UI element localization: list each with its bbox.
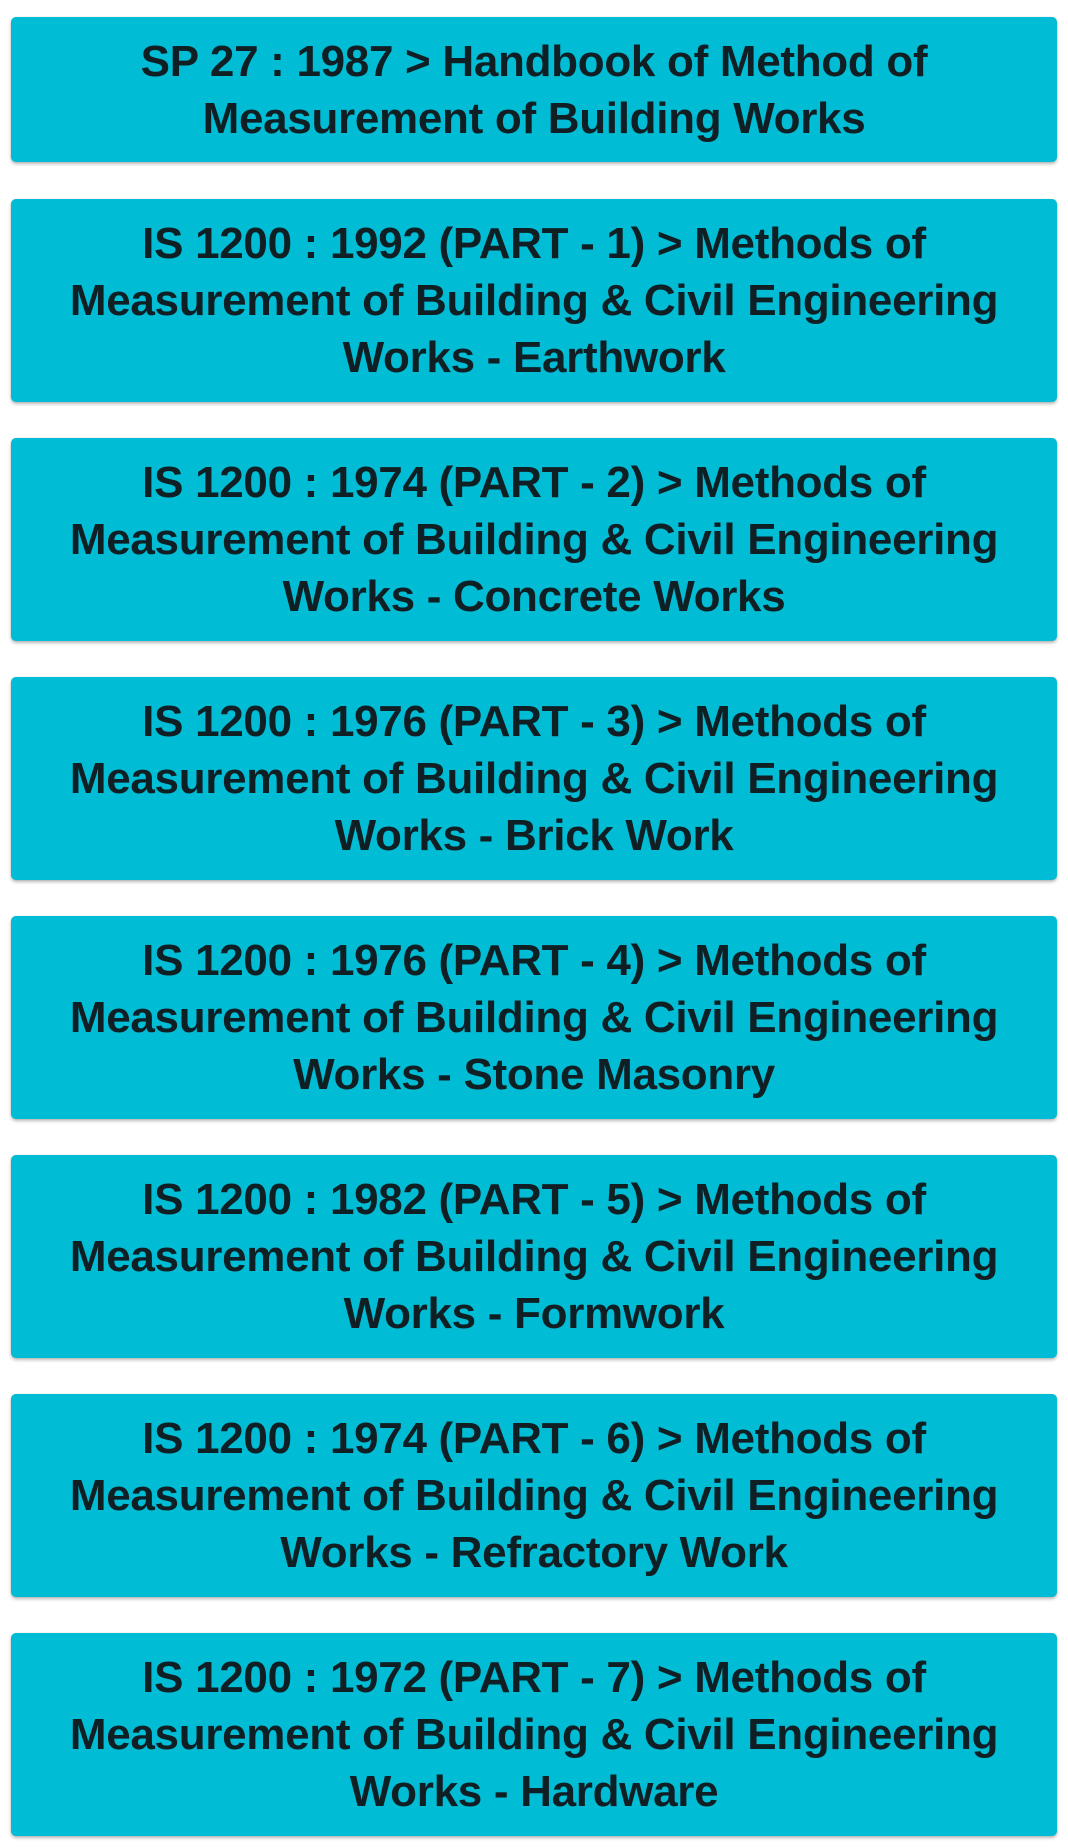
list-item-is1200-part4[interactable]	[11, 916, 1057, 1119]
list-item-label: IS 1200 : 1976 (PART - 3) > Methods of Measurement of Building & Civil Engineering Works - Brick Work	[69, 697, 999, 860]
list-item-label: IS 1200 : 1974 (PART - 2) > Methods of Measurement of Building & Civil Engineering Works - Concrete Works	[69, 458, 999, 621]
list-item-label: SP 27 : 1987 > Handbook of Method of Measurement of Building Works	[140, 36, 928, 143]
list-item-is1200-part6[interactable]	[11, 1394, 1057, 1597]
list-item-sp27[interactable]	[11, 17, 1057, 162]
list-item-label: IS 1200 : 1974 (PART - 6) > Methods of Measurement of Building & Civil Engineering Works - Refractory Work	[69, 1414, 999, 1577]
list-item-is1200-part7[interactable]	[11, 1633, 1057, 1836]
list-item-is1200-part1[interactable]	[11, 199, 1057, 402]
list-item-label: IS 1200 : 1982 (PART - 5) > Methods of Measurement of Building & Civil Engineering Works - Formwork	[69, 1175, 999, 1338]
list-item-is1200-part5[interactable]	[11, 1155, 1057, 1358]
list-item-label: IS 1200 : 1972 (PART - 7) > Methods of Measurement of Building & Civil Engineering Works - Hardware	[69, 1653, 999, 1816]
list-item-is1200-part2[interactable]	[11, 438, 1057, 641]
list-item-is1200-part3[interactable]	[11, 677, 1057, 880]
list-item-label: IS 1200 : 1992 (PART - 1) > Methods of Measurement of Building & Civil Engineering Works - Earthwork	[69, 219, 999, 382]
list-item-label: IS 1200 : 1976 (PART - 4) > Methods of Measurement of Building & Civil Engineering Works - Stone Masonry	[69, 936, 999, 1099]
